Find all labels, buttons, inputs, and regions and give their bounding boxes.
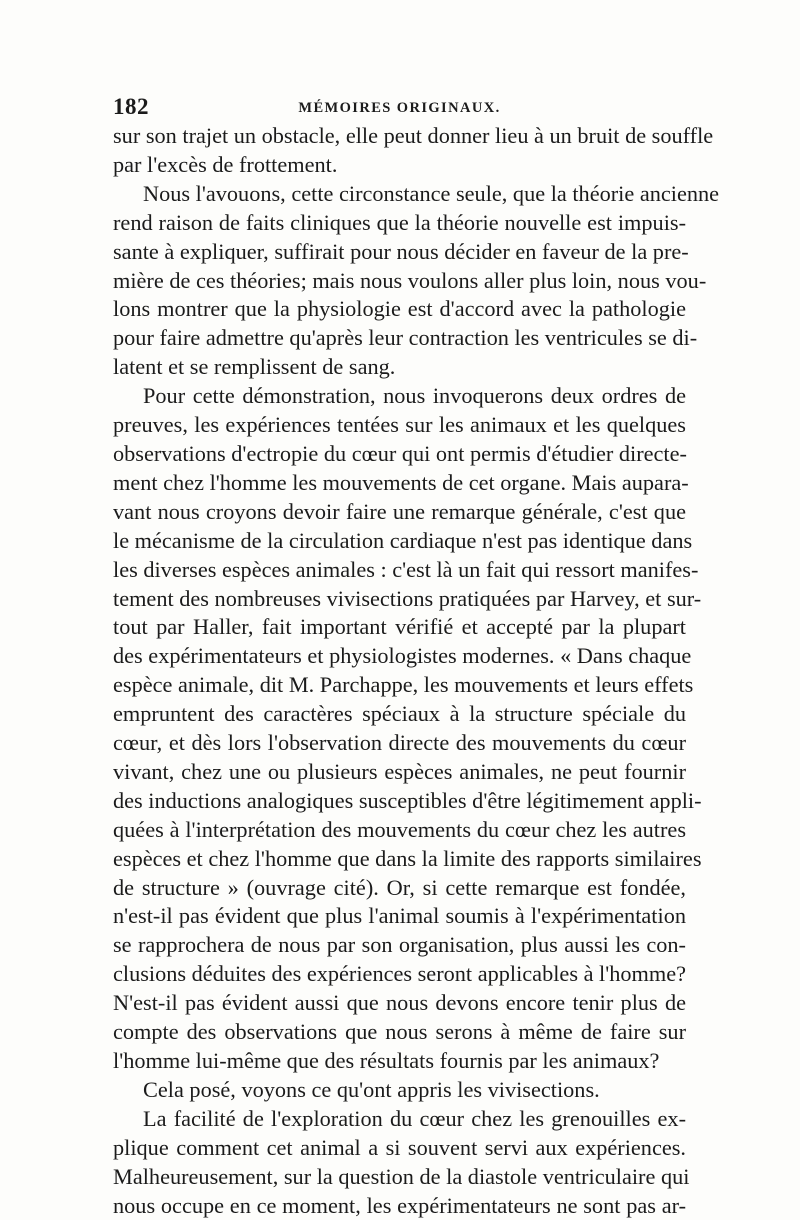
text-line: rend raison de faits cliniques que la théorie nouvelle est impuis- bbox=[113, 209, 686, 235]
text-line: clusions déduites des expériences seront applicables à l'homme? bbox=[113, 961, 687, 987]
text-line: quées à l'interprétation des mouvements du cœur chez les autres bbox=[113, 816, 686, 842]
text-line: vant nous croyons devoir faire une remarque générale, c'est que bbox=[113, 498, 686, 524]
book-page bbox=[113, 94, 720, 1220]
text-line: n'est-il pas évident que plus l'animal soumis à l'expérimentation bbox=[113, 903, 686, 929]
paragraph-first-line: Nous l'avouons, cette circonstance seule, que la théorie ancienne bbox=[143, 180, 720, 206]
paragraph-first-line: Cela posé, voyons ce qu'ont appris les vivisections. bbox=[143, 1076, 600, 1102]
text-line: ment chez l'homme les mouvements de cet organe. Mais aupara- bbox=[113, 469, 689, 495]
text-line: les diverses espèces animales : c'est là un fait qui ressort manifes- bbox=[113, 556, 699, 582]
text-line: mière de ces théories; mais nous voulons aller plus loin, nous vou- bbox=[113, 267, 707, 293]
text-line: Malheureusement, sur la question de la diastole ventriculaire qui bbox=[113, 1163, 690, 1189]
text-line: se rapprochera de nous par son organisation, plus aussi les con- bbox=[113, 932, 686, 958]
text-line: plique comment cet animal a si souvent servi aux expériences. bbox=[113, 1134, 686, 1160]
text-line: le mécanisme de la circulation cardiaque n'est pas identique dans bbox=[113, 527, 693, 553]
text-line: des inductions analogiques susceptibles d'être légitimement appli- bbox=[113, 787, 702, 813]
text-line: sur son trajet un obstacle, elle peut donner lieu à un bruit de souffle bbox=[113, 123, 714, 148]
text-line: lons montrer que la physiologie est d'accord avec la pathologie bbox=[113, 296, 686, 322]
text-line: vivant, chez une ou plusieurs espèces animales, ne peut fournir bbox=[113, 758, 686, 784]
text-line: sante à expliquer, suffirait pour nous décider en faveur de la pre- bbox=[113, 238, 689, 264]
body-text bbox=[113, 122, 720, 1220]
text-line: empruntent des caractères spéciaux à la structure spéciale du bbox=[113, 701, 686, 727]
running-title: MÉMOIRES ORIGINAUX. bbox=[298, 100, 501, 116]
text-line: tout par Haller, fait important vérifié et accepté par la plupart bbox=[113, 614, 686, 640]
text-line: N'est-il pas évident aussi que nous devons encore tenir plus de bbox=[113, 990, 686, 1016]
running-header bbox=[113, 94, 686, 124]
text-line: compte des observations que nous serons à même de faire sur bbox=[113, 1019, 686, 1045]
text-line: preuves, les expériences tentées sur les animaux et les quelques bbox=[113, 412, 686, 438]
text-line: latent et se remplissent de sang. bbox=[113, 354, 396, 380]
text-line: des expérimentateurs et physiologistes modernes. « Dans chaque bbox=[113, 643, 692, 669]
text-line: espèces et chez l'homme que dans la limite des rapports similaires bbox=[113, 845, 702, 871]
text-line: par l'excès de frottement. bbox=[113, 151, 338, 177]
paragraph-first-line: La facilité de l'exploration du cœur chez les grenouilles ex- bbox=[143, 1105, 686, 1131]
text-line: nous occupe en ce moment, les expérimentateurs ne sont pas ar- bbox=[113, 1192, 686, 1218]
text-line: observations d'ectropie du cœur qui ont permis d'étudier directe- bbox=[113, 440, 687, 466]
page-number: 182 bbox=[113, 94, 149, 119]
text-line: pour faire admettre qu'après leur contraction les ventricules se di- bbox=[113, 325, 698, 351]
text-line: tement des nombreuses vivisections pratiquées par Harvey, et sur- bbox=[113, 585, 702, 611]
text-line: de structure » (ouvrage cité). Or, si cette remarque est fondée, bbox=[113, 874, 686, 900]
text-line: l'homme lui-même que des résultats fournis par les animaux? bbox=[113, 1048, 660, 1073]
text-line: cœur, et dès lors l'observation directe des mouvements du cœur bbox=[113, 730, 686, 756]
paragraph-first-line: Pour cette démonstration, nous invoquerons deux ordres de bbox=[143, 383, 686, 409]
text-line: espèce animale, dit M. Parchappe, les mouvements et leurs effets bbox=[113, 672, 694, 698]
